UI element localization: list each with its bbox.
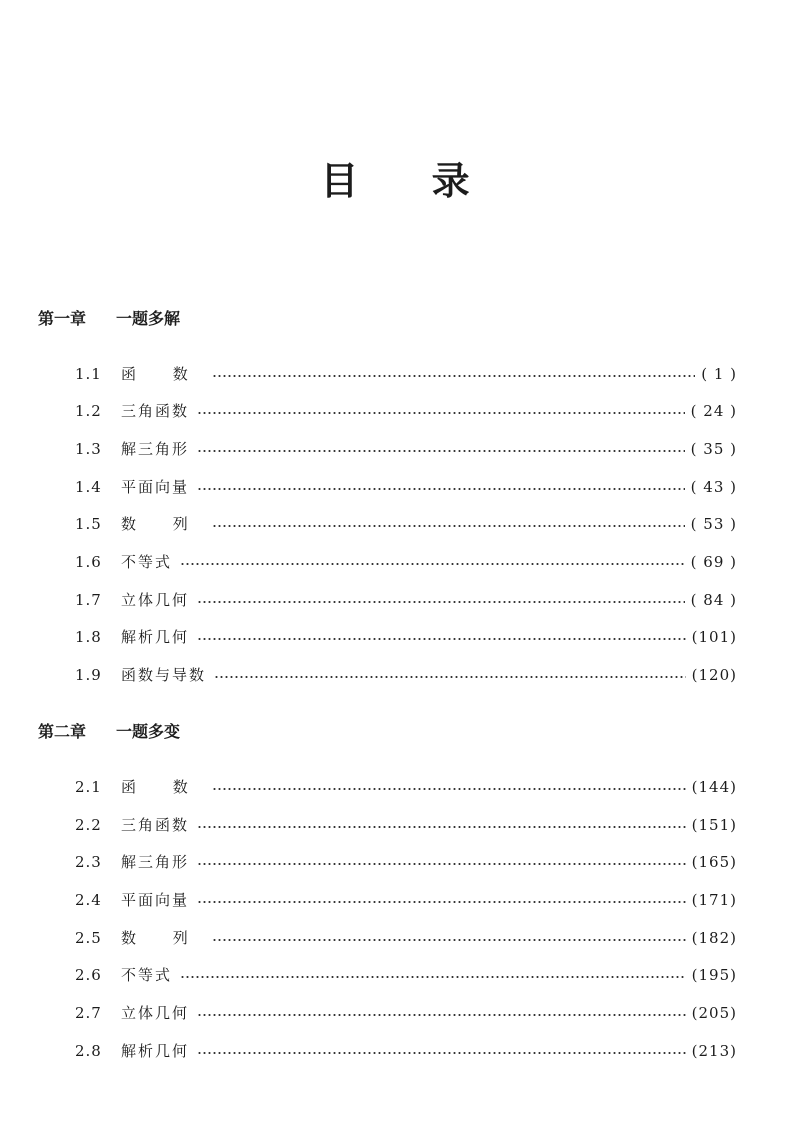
page-number: (101)	[691, 628, 737, 646]
toc-entry[interactable]	[75, 926, 737, 950]
toc-entry[interactable]	[75, 550, 737, 574]
dot-leader	[212, 375, 695, 377]
dot-leader	[197, 901, 686, 903]
dot-leader	[197, 638, 686, 640]
section-number: 1.6	[75, 553, 102, 571]
section-number: 1.2	[75, 402, 102, 420]
section-number: 2.8	[75, 1042, 102, 1060]
page-number: (171)	[691, 891, 737, 909]
section-title: 解析几何	[121, 1042, 190, 1060]
page-number: (165)	[691, 853, 737, 871]
dot-leader	[214, 676, 686, 678]
page-number: ( 53 )	[690, 515, 737, 533]
toc-entry[interactable]	[75, 399, 737, 423]
section-title: 解三角形	[121, 853, 190, 871]
section-number: 1.3	[75, 440, 102, 458]
page-number: (213)	[691, 1042, 737, 1060]
page-number: (182)	[691, 929, 737, 947]
section-number: 1.4	[75, 478, 102, 496]
toc-entry[interactable]	[75, 588, 737, 612]
section-number: 2.1	[75, 778, 102, 796]
section-number: 2.7	[75, 1004, 102, 1022]
page-number: (120)	[691, 666, 737, 684]
page-title: 目 录	[320, 159, 500, 203]
chapter-number: 第一章	[38, 309, 87, 328]
section-number: 1.8	[75, 628, 102, 646]
dot-leader	[197, 1014, 686, 1016]
section-number: 2.2	[75, 816, 102, 834]
toc-entry[interactable]	[75, 1039, 737, 1063]
page-number: ( 35 )	[690, 440, 737, 458]
dot-leader	[197, 826, 686, 828]
toc-entry[interactable]	[75, 512, 737, 536]
dot-leader	[212, 525, 685, 527]
chapter-heading-2	[38, 721, 180, 743]
section-title: 立体几何	[121, 591, 190, 609]
section-number: 1.9	[75, 666, 102, 684]
section-number: 2.4	[75, 891, 102, 909]
section-title: 函 数	[121, 365, 204, 383]
page-number: ( 43 )	[690, 478, 737, 496]
page-number: ( 69 )	[690, 553, 737, 571]
section-title: 平面向量	[121, 478, 190, 496]
chapter-title: 一题多解	[116, 309, 181, 328]
section-title: 不等式	[121, 553, 173, 571]
section-title: 函 数	[121, 778, 204, 796]
section-number: 1.1	[75, 365, 102, 383]
toc-entry[interactable]	[75, 963, 737, 987]
toc-entry[interactable]	[75, 813, 737, 837]
toc-entry[interactable]	[75, 850, 737, 874]
section-number: 2.5	[75, 929, 102, 947]
dot-leader	[180, 563, 685, 565]
section-number: 1.7	[75, 591, 102, 609]
page-number: (151)	[691, 816, 737, 834]
page-number: (195)	[691, 966, 737, 984]
toc-entry[interactable]	[75, 475, 737, 499]
section-title: 解三角形	[121, 440, 190, 458]
dot-leader	[180, 976, 686, 978]
section-title: 三角函数	[121, 402, 190, 420]
section-title: 数 列	[121, 929, 204, 947]
page-number: (144)	[691, 778, 737, 796]
section-number: 2.3	[75, 853, 102, 871]
chapter-number: 第二章	[38, 722, 87, 741]
page-number: (205)	[691, 1004, 737, 1022]
section-title: 三角函数	[121, 816, 190, 834]
page-number: ( 1 )	[701, 365, 737, 383]
dot-leader	[197, 601, 685, 603]
dot-leader	[197, 412, 685, 414]
toc-entry[interactable]	[75, 1001, 737, 1025]
toc-entry[interactable]	[75, 362, 737, 386]
dot-leader	[197, 863, 686, 865]
toc-entry[interactable]	[75, 888, 737, 912]
dot-leader	[212, 939, 686, 941]
section-number: 1.5	[75, 515, 102, 533]
dot-leader	[197, 450, 685, 452]
page-number: ( 84 )	[690, 591, 737, 609]
section-title: 函数与导数	[121, 666, 207, 684]
section-title: 数 列	[121, 515, 204, 533]
section-title: 立体几何	[121, 1004, 190, 1022]
section-title: 平面向量	[121, 891, 190, 909]
toc-entry[interactable]	[75, 437, 737, 461]
section-number: 2.6	[75, 966, 102, 984]
page-number: ( 24 )	[690, 402, 737, 420]
toc-entry[interactable]	[75, 663, 737, 687]
dot-leader	[212, 788, 686, 790]
toc-entry[interactable]	[75, 625, 737, 649]
toc-entry[interactable]	[75, 775, 737, 799]
dot-leader	[197, 488, 685, 490]
section-title: 解析几何	[121, 628, 190, 646]
chapter-title: 一题多变	[116, 722, 181, 741]
section-title: 不等式	[121, 966, 173, 984]
dot-leader	[197, 1052, 686, 1054]
chapter-heading-1	[38, 308, 180, 330]
